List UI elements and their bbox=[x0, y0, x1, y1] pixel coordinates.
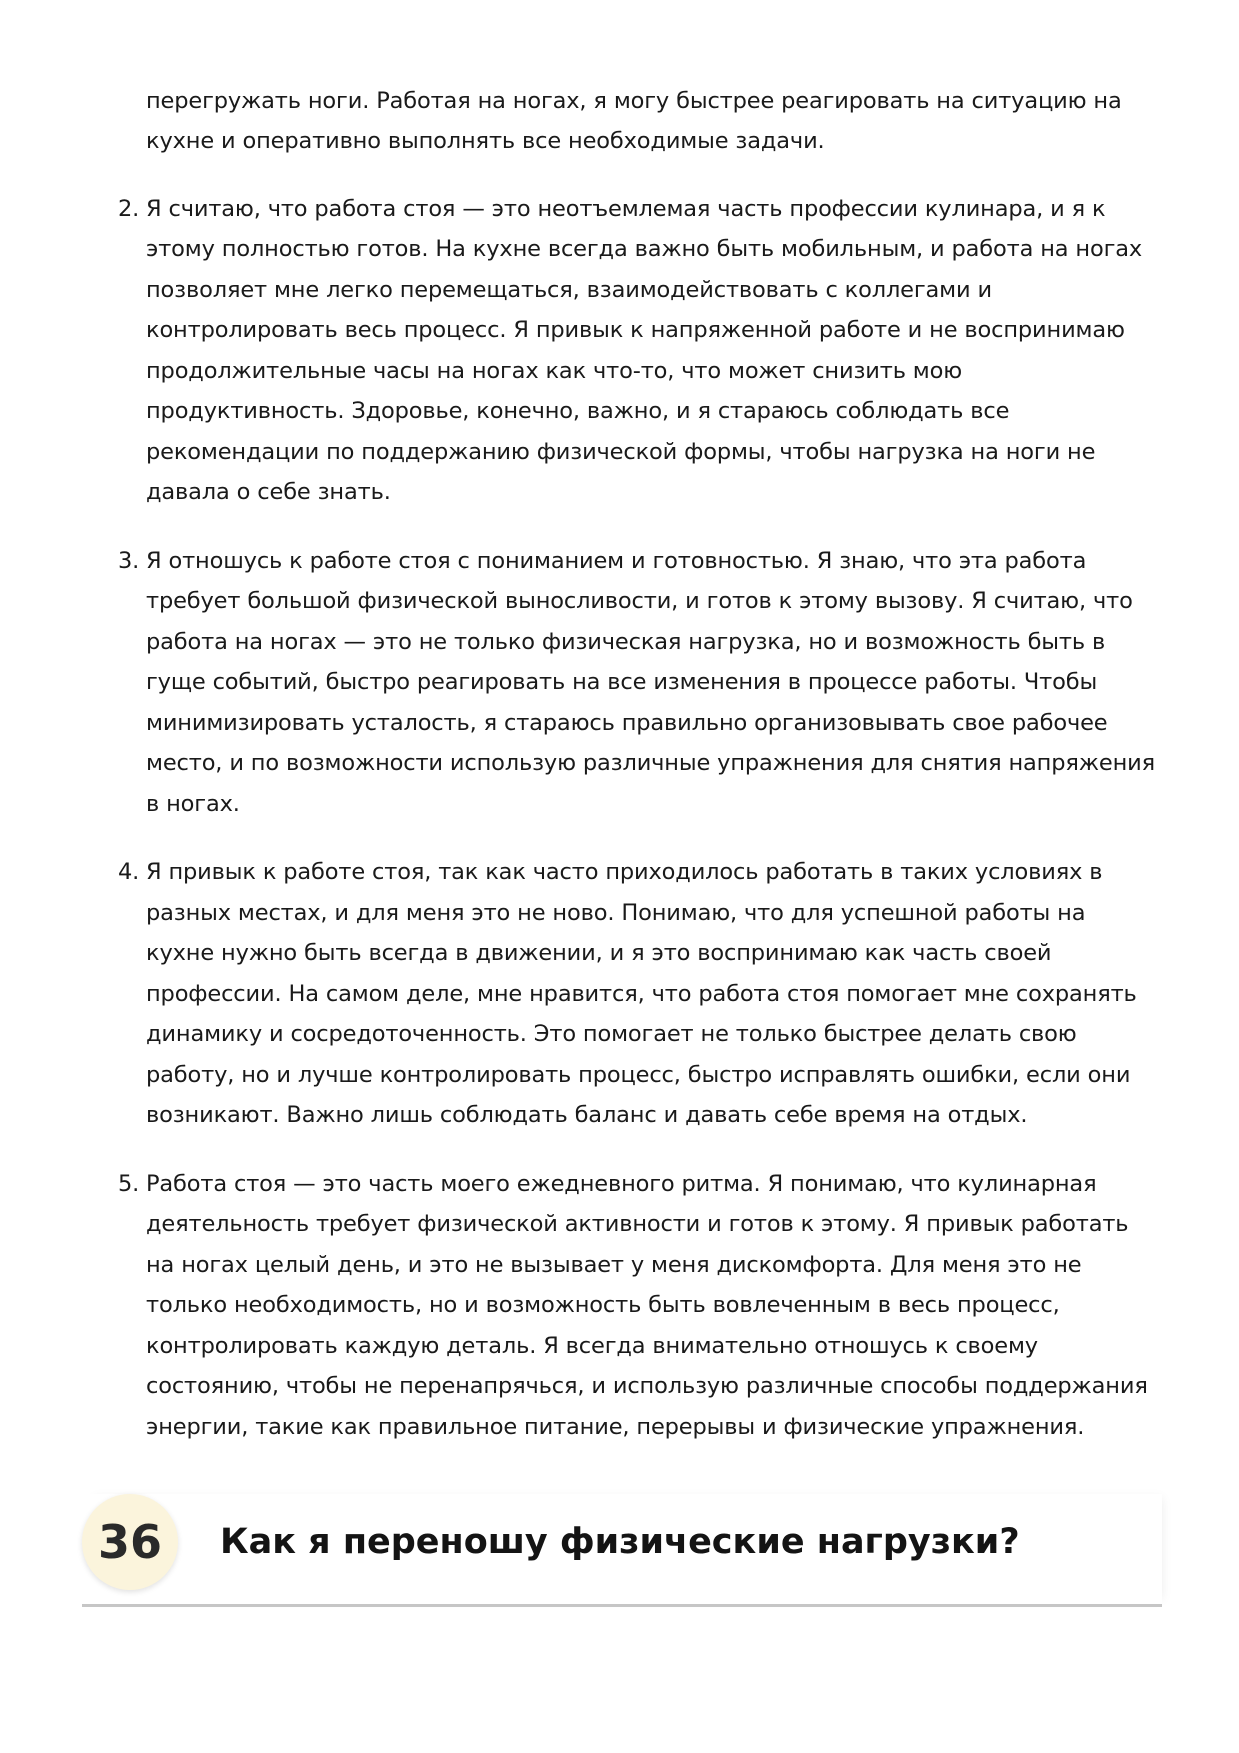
list-item-number: 4. bbox=[118, 859, 140, 885]
list-item-number: 5. bbox=[118, 1170, 140, 1197]
continuation-paragraph: перегружать ноги. Работая на ногах, я могу быстрее реагировать на ситуацию на кухне и оперативно выполнять все необходимые задачи. bbox=[146, 87, 1122, 154]
answers-list bbox=[0, 58, 1239, 1475]
section-number-badge: 36 bbox=[82, 1494, 178, 1590]
list-item bbox=[118, 541, 1156, 825]
list-item-text: Я считаю, что работа стоя — это неотъемлемая часть профессии кулинара, и я к этому полностью готов. На кухне всегда важно быть мобильным, и работа на ногах позволяет мне легко перемещаться, взаимодействовать с коллегами и контролировать весь процесс. Я привык к напряженной работе и не воспринимаю продолжительные часы на ногах как что-то, что может снизить мою продуктивность. Здоровье, конечно, важно, и я стараюсь соблюдать все рекомендации по поддержанию физической формы, чтобы нагрузка на ноги не давала о себе знать. bbox=[146, 195, 1143, 505]
section-header bbox=[82, 1494, 1162, 1607]
list-item-text: Я привык к работе стоя, так как часто приходилось работать в таких условиях в разных местах, и для меня это не ново. Понимаю, что для успешной работы на кухне нужно быть всегда в движении, и я это воспринимаю как часть своей профессии. На самом деле, мне нравится, что работа стоя помогает мне сохранять динамику и сосредоточенность. Это помогает не только быстрее делать свою работу, но и лучше контролировать процесс, быстро исправлять ошибки, если они возникают. Важно лишь соблюдать баланс и давать себе время на отдых. bbox=[146, 859, 1137, 1128]
list-item-number: 3. bbox=[118, 547, 140, 574]
section-title: Как я переношу физические нагрузки? bbox=[220, 1522, 1020, 1562]
list-item-number: 2. bbox=[118, 195, 140, 222]
list-item bbox=[118, 852, 1156, 1136]
list-item-text: Я отношусь к работе стоя с пониманием и готовностью. Я знаю, что эта работа требует большой физической выносливости, и готов к этому вызову. Я считаю, что работа на ногах — это не только физическая нагрузка, но и возможность быть в гуще событий, быстро реагировать на все изменения в процессе работы. Чтобы минимизировать усталость, я стараюсь правильно организовывать свое рабочее место, и по возможности использую различные упражнения для снятия напряжения в ногах. bbox=[146, 547, 1155, 817]
list-item-text: Работа стоя — это часть моего ежедневного ритма. Я понимаю, что кулинарная деятельность требует физической активности и готов к этому. Я привык работать на ногах целый день, и это не вызывает у меня дискомфорта. Для меня это не только необходимость, но и возможность быть вовлеченным в весь процесс, контролировать каждую деталь. Я всегда внимательно отношусь к своему состоянию, чтобы не перенапрячься, и использую различные способы поддержания энергии, такие как правильное питание, перерывы и физические упражнения. bbox=[146, 1170, 1148, 1440]
list-item bbox=[118, 189, 1156, 513]
list-item bbox=[118, 1164, 1156, 1448]
